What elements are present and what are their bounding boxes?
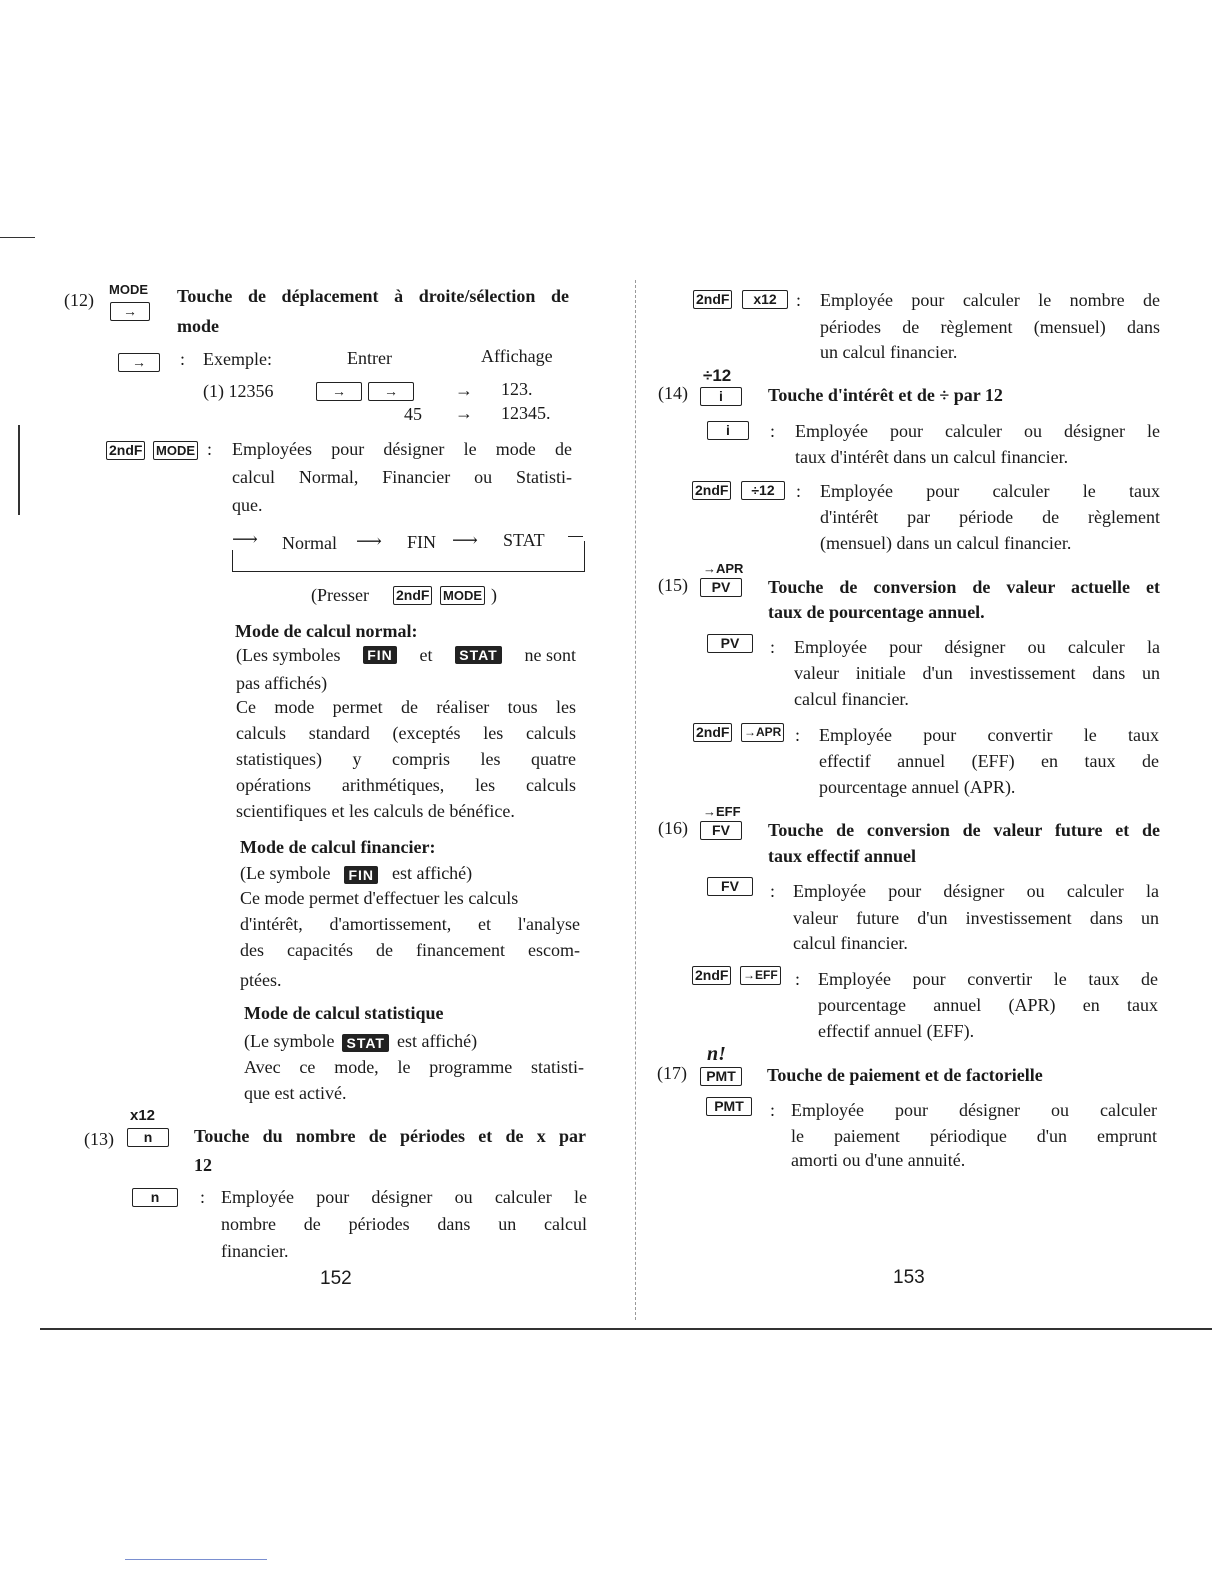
margin-mark: [18, 425, 20, 515]
2ndf-key: 2ndF: [693, 723, 732, 742]
description-line: Ce mode permet d'effectuer les calculs: [240, 888, 519, 908]
example-result: 12345.: [501, 403, 551, 423]
section-title: Touche d'intérêt et de ÷ par 12: [768, 385, 1003, 405]
arrow: →: [455, 403, 473, 423]
paren: ): [491, 585, 497, 605]
key-top-label: ÷12: [703, 366, 732, 385]
description-line: valeur future d'un investissement dans un: [793, 908, 1159, 928]
section-title: Touche de paiement et de factorielle: [767, 1065, 1043, 1085]
description-line: le paiement périodique d'un emprunt: [791, 1126, 1157, 1146]
description-line: Ce mode permet de réaliser tous les: [236, 697, 576, 717]
section-title: Touche de déplacement à droite/sélection de: [177, 286, 569, 306]
mode-fin: FIN: [407, 532, 437, 552]
to-apr-key: →APR: [741, 723, 784, 742]
description-line: nombre de périodes dans un calcul: [221, 1214, 587, 1234]
mode-heading: Mode de calcul statistique: [244, 1003, 444, 1023]
mode-cycle-loop: [568, 536, 583, 537]
press-label: (Presser: [311, 585, 369, 605]
description-line: financier.: [221, 1241, 289, 1261]
description-line: ptées.: [240, 970, 282, 990]
description-line: calcul financier.: [793, 933, 908, 953]
item-number: (14): [658, 383, 688, 403]
description-line: un calcul financier.: [820, 342, 958, 362]
display-header: Affichage: [481, 346, 553, 366]
fin-symbol: FIN: [363, 646, 397, 664]
to-eff-key: →EFF: [740, 966, 781, 985]
key-top-label: n!: [707, 1043, 726, 1065]
2ndf-key: 2ndF: [692, 966, 731, 985]
divider: [40, 1328, 1212, 1330]
i-key: i: [700, 387, 742, 406]
symbol-line: [236, 644, 576, 666]
colon: :: [207, 439, 213, 459]
n-key: n: [132, 1188, 178, 1207]
description-line: Employée pour désigner ou calculer la: [794, 637, 1160, 657]
right-arrow-key: →: [118, 353, 160, 372]
symbol-line: [240, 862, 472, 884]
description-line: des capacités de financement escom-: [240, 940, 580, 960]
arrow: ⟶: [232, 529, 258, 549]
description-line: Employée pour désigner ou calculer le: [221, 1187, 587, 1207]
description-line: calcul Normal, Financier ou Statisti-: [232, 467, 572, 487]
key-top-label: →APR: [703, 561, 744, 576]
description-line: (mensuel) dans un calcul financier.: [820, 533, 1072, 553]
item-number: (13): [84, 1129, 114, 1149]
pmt-key: PMT: [706, 1097, 752, 1116]
description-line: effectif annuel (EFF) en taux de: [819, 751, 1159, 771]
colon: :: [200, 1187, 206, 1207]
section-title: taux effectif annuel: [768, 846, 916, 866]
description-line: statistiques) y compris les quatre: [236, 749, 576, 769]
section-title: Touche de conversion de valeur future et de: [768, 820, 1160, 840]
mode-heading: Mode de calcul financier:: [240, 837, 436, 857]
description-line: effectif annuel (EFF).: [818, 1021, 975, 1041]
pmt-key: PMT: [700, 1067, 742, 1086]
text: et: [419, 645, 433, 665]
section-title: 12: [194, 1155, 212, 1175]
pv-key: PV: [707, 634, 753, 653]
colon: :: [770, 637, 776, 657]
colon: :: [795, 969, 801, 989]
colon: :: [180, 349, 186, 369]
mode-normal: Normal: [282, 533, 337, 553]
description-line: Employée pour calculer le taux: [820, 481, 1160, 501]
pv-key: PV: [700, 578, 742, 597]
colon: :: [795, 725, 801, 745]
text: (Le symbole: [244, 1031, 335, 1051]
divider: [0, 237, 35, 238]
n-key: n: [127, 1128, 169, 1147]
arrow: ⟶: [452, 530, 478, 550]
description-line: scientifiques et les calculs de bénéfice.: [236, 801, 515, 821]
example-input: 45: [404, 404, 422, 424]
text: est affiché): [396, 1031, 478, 1051]
mode-key: MODE: [153, 441, 198, 460]
description-line: Employée pour convertir le taux de: [818, 969, 1158, 989]
description-line: taux d'intérêt dans un calcul financier.: [795, 447, 1069, 467]
2ndf-key: 2ndF: [692, 481, 731, 500]
description-line: Employée pour désigner ou calculer la: [793, 881, 1159, 901]
2ndf-key: 2ndF: [106, 441, 145, 460]
key-top-label: →EFF: [703, 804, 741, 819]
page-number: 152: [320, 1268, 352, 1289]
arrow: ⟶: [356, 531, 382, 551]
description-line: périodes de règlement (mensuel) dans: [820, 317, 1160, 337]
section-title: Touche de conversion de valeur actuelle et: [768, 577, 1160, 597]
colon: :: [770, 881, 776, 901]
item-number: (17): [657, 1063, 687, 1083]
description-line: d'intérêt, d'amortissement, et l'analyse: [240, 914, 580, 934]
description-line: Avec ce mode, le programme statisti-: [244, 1057, 584, 1077]
description-line: calcul financier.: [794, 689, 909, 709]
mode-key: MODE: [440, 586, 485, 605]
description-line: Employée pour calculer ou désigner le: [795, 421, 1160, 441]
key-top-label: x12: [130, 1107, 156, 1124]
description-line: pourcentage annuel (APR) en taux: [818, 995, 1158, 1015]
section-title: taux de pourcentage annuel.: [768, 602, 985, 622]
colon: :: [796, 481, 802, 501]
arrow: →: [455, 380, 473, 400]
description-line: opérations arithmétiques, les calculs: [236, 775, 576, 795]
colon: :: [770, 1100, 776, 1120]
section-title: Touche du nombre de périodes et de x par: [194, 1126, 586, 1146]
example-input: (1) 12356: [203, 381, 274, 401]
item-number: (16): [658, 818, 688, 838]
symbol-line: [244, 1030, 477, 1052]
fin-symbol: FIN: [344, 866, 378, 884]
description-line: pas affichés): [236, 673, 328, 693]
stat-symbol: STAT: [342, 1034, 388, 1052]
description-line: que.: [232, 495, 263, 515]
right-arrow-key: →: [316, 382, 362, 401]
text: est affiché): [392, 863, 473, 883]
text: ne sont: [524, 645, 576, 665]
divider: [125, 1559, 267, 1560]
example-result: 123.: [501, 379, 533, 399]
description-line: Employée pour calculer le nombre de: [820, 290, 1160, 310]
description-line: amorti ou d'une annuité.: [791, 1150, 966, 1170]
description-line: Employée pour désigner ou calculer: [791, 1100, 1157, 1120]
section-title: mode: [177, 316, 219, 336]
description-line: Employée pour convertir le taux: [819, 725, 1159, 745]
description-line: valeur initiale d'un investissement dans un: [794, 663, 1160, 683]
right-arrow-key: →: [110, 302, 150, 321]
right-arrow-key: →: [368, 382, 414, 401]
2ndf-key: 2ndF: [693, 290, 732, 309]
divide12-key: ÷12: [741, 481, 785, 500]
description-line: d'intérêt par période de règlement: [820, 507, 1160, 527]
i-key: i: [707, 421, 749, 440]
item-number: (12): [64, 290, 94, 310]
description-line: que est activé.: [244, 1083, 347, 1103]
example-label: Exemple:: [203, 349, 272, 369]
fv-key: FV: [700, 821, 742, 840]
mode-stat: STAT: [503, 530, 545, 550]
description-line: Employées pour désigner le mode de: [232, 439, 572, 459]
key-top-label: MODE: [109, 282, 148, 297]
page-fold: [635, 280, 636, 1320]
colon: :: [796, 290, 802, 310]
enter-header: Entrer: [347, 348, 392, 368]
stat-symbol: STAT: [455, 646, 501, 664]
text: (Les symboles: [236, 645, 341, 665]
2ndf-key: 2ndF: [393, 586, 432, 605]
colon: :: [770, 421, 776, 441]
page-number: 153: [893, 1267, 925, 1288]
item-number: (15): [658, 575, 688, 595]
fv-key: FV: [707, 877, 753, 896]
mode-heading: Mode de calcul normal:: [235, 621, 418, 641]
description-line: calculs standard (exceptés les calculs: [236, 723, 576, 743]
x12-key: x12: [742, 290, 788, 309]
description-line: pourcentage annuel (APR).: [819, 777, 1016, 797]
text: (Le symbole: [240, 863, 331, 883]
